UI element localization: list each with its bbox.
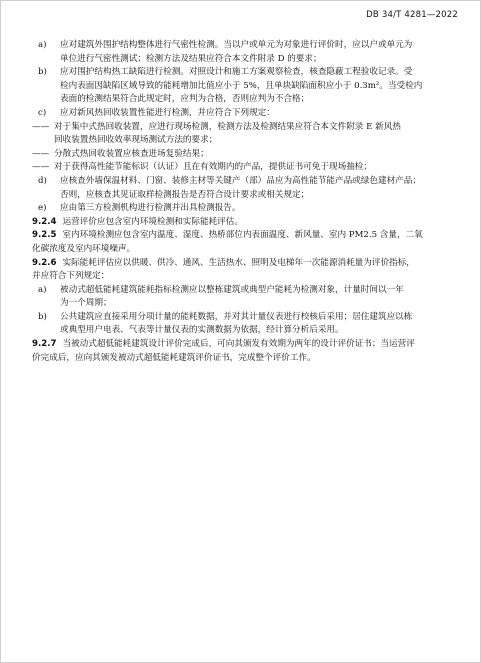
list-item (32, 66, 458, 107)
clause-number: 9.2.5 (32, 230, 57, 241)
dash-marker: —— (32, 121, 50, 132)
clause-9-2-6 (32, 257, 458, 284)
dash-marker: —— (32, 148, 50, 159)
text-line: 分散式热回收装置应核查进场复验结果； (54, 148, 209, 159)
dash-item (32, 148, 458, 162)
text-line: 室内环境检测应包含室内温度、湿度、热桥部位内表面温度、新风量、室内 PM2.5 含量，二氧 (62, 230, 423, 241)
item-marker: d) (38, 175, 47, 186)
text-line: 为一个周期； (60, 298, 112, 309)
item-marker: b) (38, 311, 47, 322)
text-line: 回收装置热回收效率现场测试方法的要求； (54, 135, 218, 146)
dash-item (32, 121, 458, 148)
dash-item (32, 161, 458, 175)
text-line: 实际能耗评估应以供暖、供冷、通风、生活热水、照明及电梯年一次能源消耗量为评价指标， (62, 257, 415, 268)
document-body (32, 39, 458, 365)
list-item (32, 39, 458, 66)
clause-number: 9.2.6 (32, 257, 57, 268)
text-line: 并应符合下列规定： (32, 271, 110, 282)
clause-9-2-7 (32, 338, 458, 365)
text-line: 对于集中式热回收装置，应进行现场检测，检测方法及检测结果应符合本文件附录 E 新风热 (54, 121, 401, 132)
text-line: 应对新风热回收装置性能进行检测，并应符合下列规定： (60, 107, 275, 118)
text-line: 应由第三方检测机构进行检测并出具检测报告。 (60, 203, 241, 214)
text-line: 化碳浓度及室内环境噪声。 (32, 243, 136, 254)
item-marker: e) (38, 203, 47, 214)
item-marker: a) (38, 284, 47, 295)
text-line: 对于获得高性能节能标识（认证）且在有效期内的产品，提供证书可免于现场抽检； (54, 162, 372, 173)
dash-marker: —— (32, 162, 50, 173)
item-marker: c) (38, 107, 47, 118)
text-line: 应对围护结构热工缺陷进行检测。对照设计和施工方案观察检查，核查隐蔽工程验收记录。受 (60, 67, 413, 78)
text-line: 或典型用户电表、气表等计量仪表的实测数据为依据，经计算分析后采用。 (60, 325, 344, 336)
list-item (32, 284, 458, 311)
list-item (32, 175, 458, 202)
text-line: 应核查外墙保温材料、门窗、装修主材等关键产（部）品应为高性能节能产品或绿色建材产品； (60, 175, 421, 186)
item-marker: b) (38, 67, 47, 78)
text-line: 应对建筑外围护结构整体进行气密性检测。当以户或单元为对象进行评价时，应以户或单元为 (60, 40, 413, 50)
text-line: 单位进行气密性测试；检测方法及结果应符合本文件附录 D 的要求； (60, 53, 322, 64)
text-line: 被动式超低能耗建筑能耗指标检测应以整栋建筑或典型户能耗为检测对象，计量时间以一年 (60, 284, 404, 295)
item-marker: a) (38, 40, 47, 50)
text-line: 否则，应核查其见证取样检测报告是否符合设计要求或相关规定； (60, 189, 310, 200)
text-line: 表面的检测结果符合此规定时，应判为合格，否则应判为不合格； (60, 94, 310, 105)
clause-number: 9.2.7 (32, 339, 57, 350)
list-item (32, 311, 458, 338)
clause-9-2-5 (32, 229, 458, 256)
text-line: 价完成后，应向其颁发被动式超低能耗建筑评价证书，完成整个评价工作。 (32, 352, 316, 363)
list-item (32, 107, 458, 121)
clause-text: 运营评价应包含室内环境检测和实际能耗评估。 (62, 216, 243, 227)
text-line: 检内表面因缺陷区域导致的能耗增加比值应小于 5%，且单块缺陷面积应小于 0.3m²。当受检内 (60, 80, 423, 91)
text-line: 公共建筑应直接采用分项计量的能耗数据，并对其计量仪表进行校核后采用；居住建筑应以栋 (60, 311, 413, 322)
list-item (32, 202, 458, 216)
clause-9-2-4 (32, 216, 458, 230)
text-line: 当被动式超低能耗建筑设计评价完成后，可向其颁发有效期为两年的设计评价证书；当运营评 (62, 339, 415, 350)
clause-number: 9.2.4 (32, 216, 57, 227)
standard-number: DB 34/T 4281—2022 (366, 10, 458, 20)
